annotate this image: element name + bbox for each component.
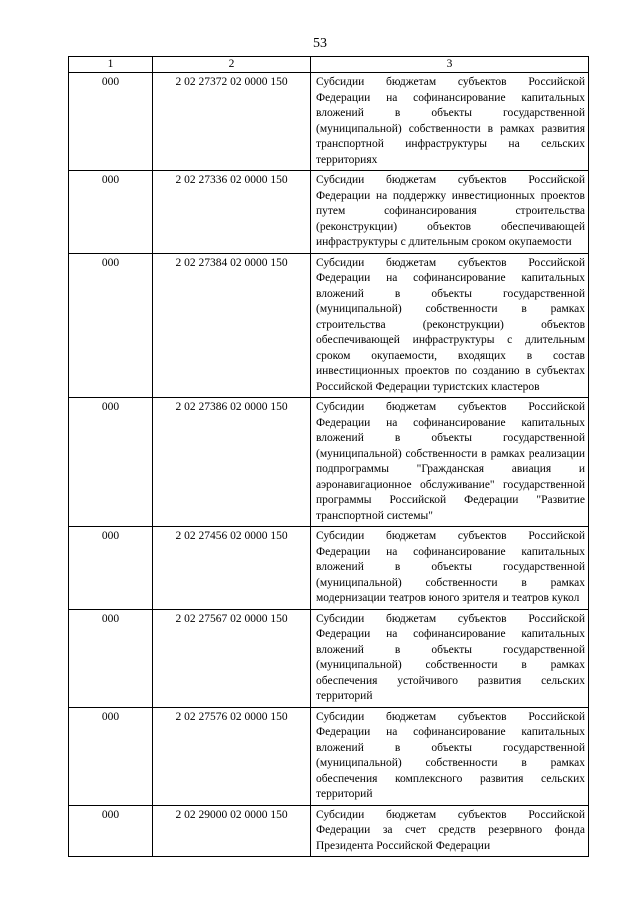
table-row [69, 398, 589, 527]
admin-code-cell: 000 [69, 707, 153, 805]
table-row [69, 253, 589, 398]
description-cell: Субсидии бюджетам субъектов Российской Федерации на софинансирование капитальных вложений в объекты государственной (муниципальной) собственности в рамках реализации подпрограммы "Гражданская авиация и аэронавигационное обслуживание" государственной программы Российской Федерации "Развитие транспортной системы" [311, 398, 589, 527]
admin-code-cell: 000 [69, 609, 153, 707]
description-cell: Субсидии бюджетам субъектов Российской Федерации на софинансирование капитальных вложений в объекты государственной (муниципальной) собственности в рамках модернизации театров юного зрителя и театров кукол [311, 527, 589, 610]
kbk-code-cell: 2 02 27567 02 0000 150 [153, 609, 311, 707]
table-row [69, 609, 589, 707]
description-cell: Субсидии бюджетам субъектов Российской Федерации на софинансирование капитальных вложений в объекты государственной (муниципальной) собственности в рамках обеспечения устойчивого развития сельских территорий [311, 609, 589, 707]
admin-code-cell: 000 [69, 73, 153, 171]
page-number: 53 [313, 36, 327, 51]
kbk-code-cell: 2 02 27372 02 0000 150 [153, 73, 311, 171]
table-row [69, 73, 589, 171]
table-row [69, 805, 589, 857]
admin-code-cell: 000 [69, 253, 153, 398]
description-cell: Субсидии бюджетам субъектов Российской Федерации на софинансирование капитальных вложений в объекты государственной (муниципальной) собственности в рамках обеспечения комплексного развития сельских территорий [311, 707, 589, 805]
table-header-row [69, 57, 589, 73]
admin-code-cell: 000 [69, 527, 153, 610]
kbk-code-cell: 2 02 27384 02 0000 150 [153, 253, 311, 398]
column-header-2: 2 [153, 57, 311, 73]
table-row [69, 707, 589, 805]
description-cell: Субсидии бюджетам субъектов Российской Федерации на софинансирование капитальных вложений в объекты государственной (муниципальной) собственности в рамках развития транспортной инфраструктуры на сельских территориях [311, 73, 589, 171]
budget-classification-table [68, 56, 589, 857]
description-cell: Субсидии бюджетам субъектов Российской Федерации на софинансирование капитальных вложений в объекты государственной (муниципальной) собственности в рамках строительства (реконструкции) объектов обеспечивающей инфраструктуры с длительным сроком окупаемости, входящих в состав инвестиционных проектов по созданию в субъектах Российской Федерации туристских кластеров [311, 253, 589, 398]
admin-code-cell: 000 [69, 398, 153, 527]
kbk-code-cell: 2 02 27386 02 0000 150 [153, 398, 311, 527]
kbk-code-cell: 2 02 27576 02 0000 150 [153, 707, 311, 805]
kbk-code-cell: 2 02 27456 02 0000 150 [153, 527, 311, 610]
description-cell: Субсидии бюджетам субъектов Российской Федерации на поддержку инвестиционных проектов путем софинансирования строительства (реконструкции) объектов обеспечивающей инфраструктуры с длительным сроком окупаемости [311, 171, 589, 254]
column-header-3: 3 [311, 57, 589, 73]
admin-code-cell: 000 [69, 171, 153, 254]
column-header-1: 1 [69, 57, 153, 73]
admin-code-cell: 000 [69, 805, 153, 857]
kbk-code-cell: 2 02 27336 02 0000 150 [153, 171, 311, 254]
table-row [69, 527, 589, 610]
kbk-code-cell: 2 02 29000 02 0000 150 [153, 805, 311, 857]
table-row [69, 171, 589, 254]
description-cell: Субсидии бюджетам субъектов Российской Федерации за счет средств резервного фонда Президента Российской Федерации [311, 805, 589, 857]
